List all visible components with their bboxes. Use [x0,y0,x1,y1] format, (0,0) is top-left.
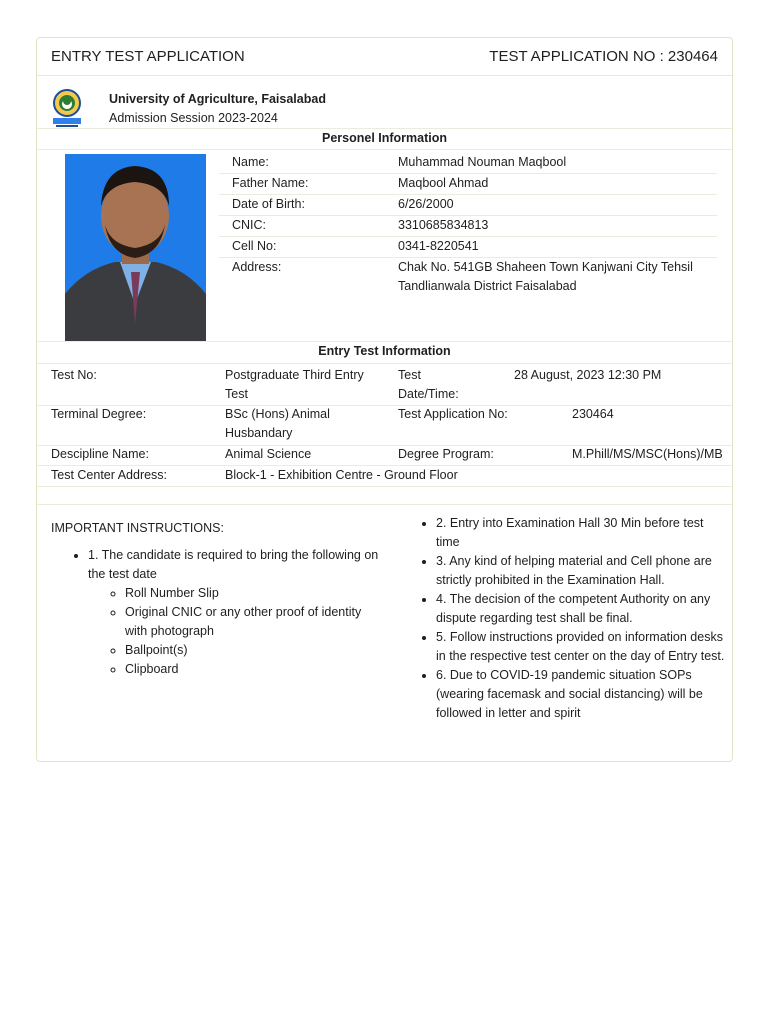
university-name: University of Agriculture, Faisalabad [109,92,326,106]
page-title: ENTRY TEST APPLICATION [51,48,245,65]
divider [37,128,732,129]
instruction-sub-item: ◦ Roll Number Slip [125,584,381,603]
test-no-label: Test No: [51,368,97,382]
personal-section-title: Personel Information [321,131,448,145]
instructions-title: IMPORTANT INSTRUCTIONS: [51,521,224,535]
cell-value: 0341-8220541 [398,239,479,253]
instruction-sub-item: ◦ Clipboard [125,660,381,679]
test-datetime-value: 28 August, 2023 12:30 PM [514,368,662,382]
father-name-label: Father Name: [232,176,309,190]
test-center-value: Block-1 - Exhibition Centre - Ground Floor [225,468,458,482]
dob-value: 6/26/2000 [398,197,454,211]
applicant-photo [65,154,206,342]
test-application-no-label: Test Application No: [398,407,508,421]
terminal-degree-label: Terminal Degree: [51,407,147,421]
application-number: TEST APPLICATION NO : 230464 [489,48,718,65]
instructions-left [51,546,381,679]
terminal-degree-value: BSc (Hons) Animal Husbandary [225,407,330,440]
instruction-item: • 5. Follow instructions provided on information desks in the respective test center on the day of Entry test. [436,628,728,666]
name-value: Muhammad Nouman Maqbool [398,155,567,169]
test-no-value: Postgraduate Third Entry Test [225,368,364,401]
instruction-item: • 4. The decision of the competent Authority on any dispute regarding test shall be final. [436,590,728,628]
degree-program-label: Degree Program: [398,447,494,461]
instruction-item: • 3. Any kind of helping material and Cell phone are strictly prohibited in the Examination Hall. [436,552,728,590]
test-datetime-label: Test Date/Time: [398,368,459,401]
divider [37,363,732,364]
cnic-label: CNIC: [232,218,267,232]
instructions-right [398,514,728,723]
test-application-no-value: 230464 [572,407,614,421]
entry-test-section-title: Entry Test Information [318,344,451,358]
instruction-sub-item: ◦ Ballpoint(s) [125,641,381,660]
address-value: Chak No. 541GB Shaheen Town Kanjwani City Tehsil Tandlianwala District Faisalabad [398,260,693,293]
instruction-item: • 6. Due to COVID-19 pandemic situation SOPs (wearing facemask and social distancing) will be followed in letter and spirit [436,666,728,723]
degree-program-value: M.Phill/MS/MSC(Hons)/MB [572,447,723,461]
discipline-value: Animal Science [225,447,312,461]
divider [37,504,732,505]
university-logo [49,88,85,128]
cnic-value: 3310685834813 [398,218,489,232]
test-center-label: Test Center Address: [51,468,168,482]
dob-label: Date of Birth: [232,197,305,211]
name-label: Name: [232,155,269,169]
cell-label: Cell No: [232,239,277,253]
application-card [36,37,733,762]
divider [37,149,732,150]
discipline-label: Descipline Name: [51,447,149,461]
instruction-sub-item: ◦ Original CNIC or any other proof of identity with photograph [125,603,381,641]
instruction-item: • 2. Entry into Examination Hall 30 Min before test time [436,514,728,552]
father-name-value: Maqbool Ahmad [398,176,489,190]
admission-session: Admission Session 2023-2024 [109,111,278,125]
divider [37,341,732,342]
instruction-item: • 1. The candidate is required to bring the following on the test date ◦ Roll Number Slip ◦ Original CNIC or any other proof of identity with photograph ◦ Ballpoint(s) ◦ Clipboard [88,546,381,679]
divider [37,486,732,487]
card-header [37,38,732,76]
address-label: Address: [232,260,282,274]
